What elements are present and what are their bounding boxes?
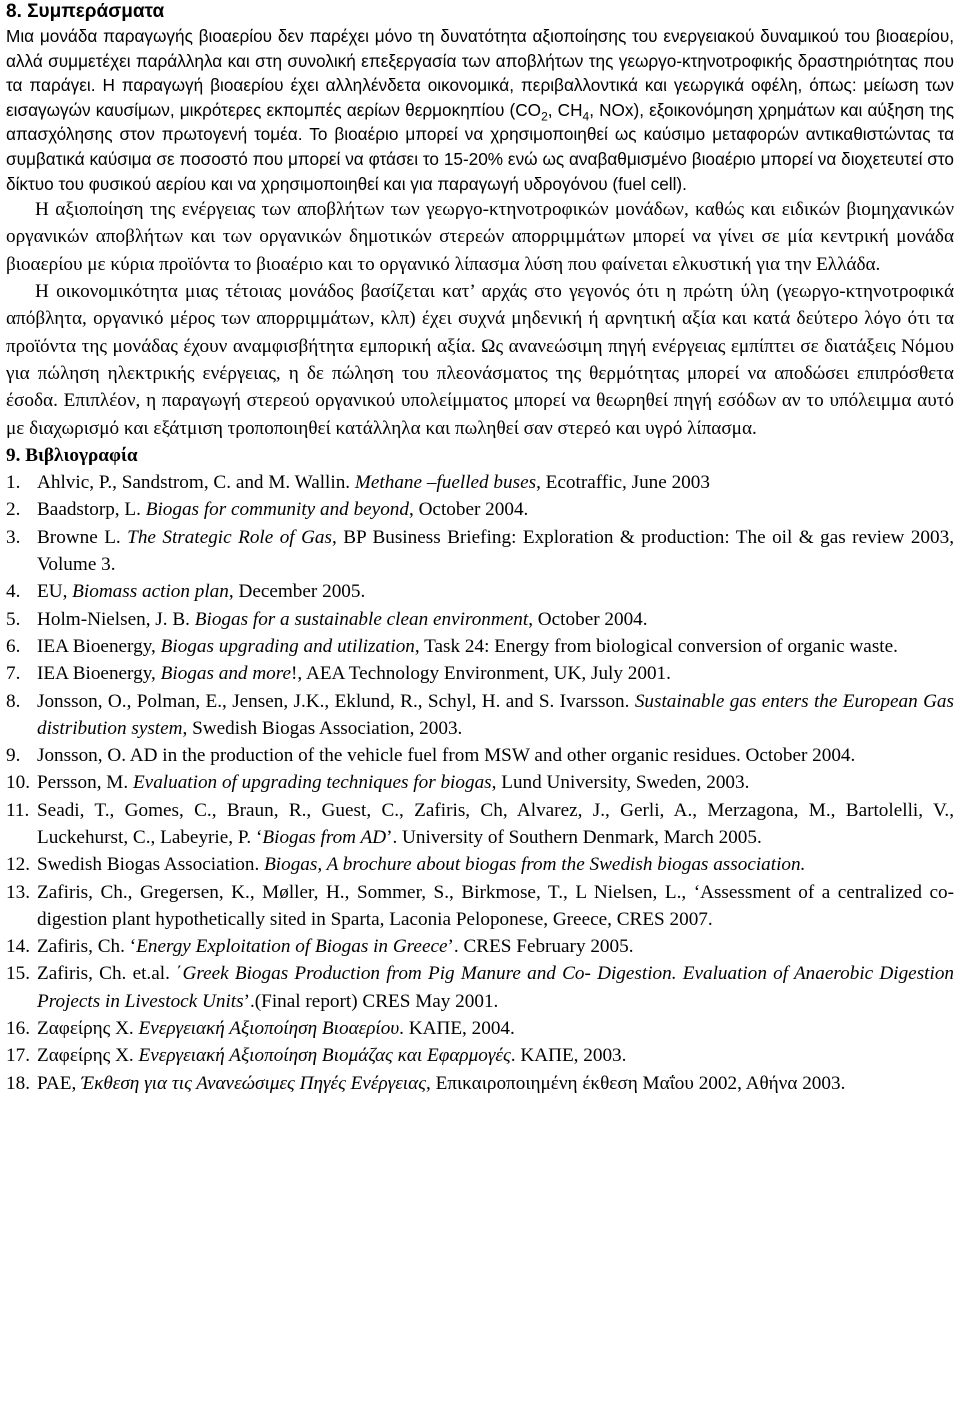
bibliography-heading: 9. Βιβλιογραφία xyxy=(6,444,138,466)
reference-text: Ζαφείρης Χ. xyxy=(37,1018,139,1040)
reference-text: EU, xyxy=(37,581,73,603)
reference-number: 12. xyxy=(6,854,30,876)
reference-text: !, AEA Technology Environment, UK, July 2001. xyxy=(291,663,671,685)
reference-text: Ζαφείρης Χ. xyxy=(37,1045,139,1067)
reference-number: 8. xyxy=(6,690,21,712)
reference-item xyxy=(6,879,954,934)
reference-title: Έκθεση για τις Ανανεώσιμες Πηγές Ενέργειας xyxy=(81,1072,426,1094)
reference-text: Zafiris, Ch. ‘ xyxy=(37,936,137,958)
paragraph-utilization: Η αξιοποίηση της ενέργειας των αποβλήτων των γεωργο-κτηνοτροφικών μονάδων, καθώς και ειδικών βιομηχανικών οργανικών αποβλήτων και των οργανικών δημοτικών στερεών απορριμμάτων μπορεί να γίνει σε μία κεντρική μονάδα βιοαερίου με κύρια προϊόντα το βιοαέριο και το οργανικό λίπασμα λύση που φαίνεται ελκυστική για την Ελλάδα. xyxy=(6,199,954,275)
paragraph-text: , CH xyxy=(547,99,583,120)
reference-item xyxy=(6,769,954,796)
reference-number: 13. xyxy=(6,881,30,903)
paragraph-text: , NOx), εξοικονόμηση χρημάτων και αύξηση της απασχόλησης στον πρωτογενή τομέα. Το βιοαέριο μπορεί να χρησιμοποιηθεί ως καύσιμο μεταφορών αντικαθιστώντας τα συμβατικά καύσιμα σε ποσοστό που μπορεί να φτάσει το 15-20% ενώ ως αναβαθμισμένο βιοαέριο μπορεί να διοχετευτεί στο δίκτυο του φυσικού αερίου και να χρησιμοποιηθεί και για παραγωγή υδρογόνου (fuel cell). xyxy=(6,99,955,194)
paragraph-text: Μια μονάδα παραγωγής βιοαερίου δεν παρέχει μόνο τη δυνατότητα αξιοποίησης του ενεργειακού δυναμικού του βιοαερίου, αλλά συμμετέχει παράλληλα και στη συνολική επεξεργασία των αποβλήτων της γεωργο-κτηνοτροφικής δραστηριότητας που τα παράγει. Η παραγωγή βιοαερίου έχει αλληλένδετα οικονομικά, περιβαλλοντικά και γεωργικά οφέλη, όπως: μείωση των εισαγωγών καυσίμων, μικρότερες εκπομπές αερίων θερμοκηπίου (CO xyxy=(6,26,954,120)
reference-item xyxy=(6,688,954,743)
reference-title: Greek Biogas Production from Pig Manure and Co- Digestion. Evaluation of Anaerobic Digestion Projects in Livestock Units xyxy=(37,963,955,1012)
reference-title: Biogas for a sustainable clean environment xyxy=(194,608,529,630)
reference-title: Biogas upgrading and utilization xyxy=(160,635,415,657)
reference-item xyxy=(6,742,954,769)
reference-number: 3. xyxy=(6,526,21,548)
reference-number: 2. xyxy=(6,499,21,521)
reference-title: Ενεργειακή Αξιοποίηση Βιομάζας και Εφαρμογές xyxy=(138,1045,511,1067)
reference-text: Jonsson, O., Polman, E., Jensen, J.K., Eklund, R., Schyl, H. and S. Ivarsson. xyxy=(37,690,635,712)
reference-title: Biomass action plan xyxy=(72,581,229,603)
reference-item xyxy=(6,469,954,496)
reference-number: 18. xyxy=(6,1072,30,1094)
reference-number: 17. xyxy=(6,1045,30,1067)
reference-title: Evaluation of upgrading techniques for biogas xyxy=(132,772,492,794)
reference-text: . ΚΑΠΕ, 2003. xyxy=(510,1045,627,1067)
reference-number: 4. xyxy=(6,581,21,603)
subscript: 4 xyxy=(582,109,590,124)
reference-number: 14. xyxy=(6,936,30,958)
reference-text: , December 2005. xyxy=(228,581,366,603)
reference-text: Holm-Nielsen, J. B. xyxy=(37,608,195,630)
reference-title: Energy Exploitation of Biogas in Greece xyxy=(136,936,448,958)
reference-text: Persson, M. xyxy=(37,772,133,794)
reference-number: 16. xyxy=(6,1018,30,1040)
reference-item xyxy=(6,578,954,605)
reference-item xyxy=(6,606,954,633)
reference-title: Methane –fuelled buses xyxy=(354,472,537,494)
reference-title: Biogas, A brochure about biogas from the Swedish biogas association. xyxy=(264,854,806,876)
reference-text: , October 2004. xyxy=(528,608,648,630)
reference-number: 6. xyxy=(6,635,21,657)
reference-number: 9. xyxy=(6,745,21,767)
reference-item xyxy=(6,933,954,960)
reference-text: Zafiris, Ch. et.al. ΄ xyxy=(37,963,183,985)
reference-text: , Lund University, Sweden, 2003. xyxy=(491,772,750,794)
reference-number: 7. xyxy=(6,663,21,685)
reference-title: Biogas and more xyxy=(160,663,292,685)
reference-text: IEA Bioenergy, xyxy=(37,635,161,657)
reference-item xyxy=(6,1015,954,1042)
reference-text: , October 2004. xyxy=(408,499,529,521)
subscript: 2 xyxy=(541,109,548,124)
reference-text: , Επικαιροποιημένη έκθεση Μαΐου 2002, Αθήνα 2003. xyxy=(426,1072,846,1094)
reference-number: 5. xyxy=(6,608,21,630)
reference-title: The Strategic Role of Gas xyxy=(127,526,332,548)
reference-title: Biogas from AD xyxy=(262,826,387,848)
reference-title: Sustainable gas enters the European Gas distribution system xyxy=(37,690,954,739)
reference-number: 1. xyxy=(6,472,21,494)
reference-title: Ενεργειακή Αξιοποίηση Βιοαερίου xyxy=(138,1018,400,1040)
bibliography-list xyxy=(6,469,954,1097)
reference-item xyxy=(6,851,954,878)
reference-item xyxy=(6,496,954,523)
reference-text: Zafiris, Ch., Gregersen, K., Møller, H., Sommer, S., Birkmose, T., L Nielsen, L., ‘Assessment of a centralized co-digestion plant hypothetically sited in Sparta, Laconia Peloponese, Greece, CRES 2007. xyxy=(37,881,954,930)
reference-text: Browne L. xyxy=(37,526,128,548)
reference-text: . ΚΑΠΕ, 2004. xyxy=(399,1018,515,1040)
reference-text: Jonsson, O. AD in the production of the vehicle fuel from MSW and other organic residues. October 2004. xyxy=(37,745,856,767)
reference-text: Seadi, T., Gomes, C., Braun, R., Guest, C., Zafiris, Ch, Alvarez, J., Gerli, A., Merzagona, M., Bartolelli, V., Luckehurst, C., Labeyrie, P. ‘ xyxy=(37,799,954,848)
reference-number: 10. xyxy=(6,772,30,794)
reference-text: Baadstorp, L. xyxy=(37,499,146,521)
reference-title: Biogas for community and beyond xyxy=(145,499,409,521)
reference-number: 11. xyxy=(6,799,30,821)
section-heading: 8. Συμπεράσματα xyxy=(6,1,165,22)
reference-number: 15. xyxy=(6,963,30,985)
paragraph-economics: Η οικονομικότητα μιας τέτοιας μονάδος βασίζεται κατ’ αρχάς στο γεγονός ότι η πρώτη ύλη (γεωργο-κτηνοτροφικά απόβλητα, οργανικό μέρος των απορριμμάτων, κλπ) έχει συχνά μηδενική ή αρνητική αξία και κατά δεύτερο λόγο ότι τα προϊόντα της μονάδας έχουν αναμφισβήτητα εμπορική αξία. Ως ανανεώσιμη πηγή ενέργειας εμπίπτει σε διατάξεις Νόμου για πώληση ηλεκτρικής ενέργειας, η δε πώληση του πλεονάσματος της θερμότητας μπορεί να αποδώσει επιπρόσθετα έσοδα. Επιπλέον, η παραγωγή στερεού οργανικού υπολείμματος μπορεί να θεωρηθεί πηγή εσόδων αν το υπόλειμμα αυτό με διαχωρισμό και εξάτμιση τροποποιηθεί κατάλληλα και πωληθεί σαν στερεό και υγρό λίπασμα. xyxy=(6,281,954,439)
reference-text: ’. CRES February 2005. xyxy=(447,936,634,958)
paragraph-intro xyxy=(6,24,954,196)
reference-item xyxy=(6,524,954,579)
reference-item xyxy=(6,1070,954,1097)
reference-text: Swedish Biogas Association. xyxy=(37,854,265,876)
reference-text: , Swedish Biogas Association, 2003. xyxy=(182,717,463,739)
reference-text: ’.(Final report) CRES May 2001. xyxy=(243,990,499,1012)
reference-text: , Ecotraffic, June 2003 xyxy=(536,472,710,494)
reference-text: ’. University of Southern Denmark, March 2005. xyxy=(386,826,762,848)
reference-item xyxy=(6,633,954,660)
reference-item xyxy=(6,660,954,687)
reference-item xyxy=(6,797,954,852)
reference-item xyxy=(6,960,954,1015)
reference-item xyxy=(6,1042,954,1069)
reference-text: IEA Bioenergy, xyxy=(37,663,161,685)
reference-text: , BP Business Briefing: Exploration & production: The oil & gas review 2003, Volume 3. xyxy=(37,526,954,576)
reference-text: ΡΑΕ, xyxy=(37,1072,82,1094)
reference-text: , Task 24: Energy from biological conversion of organic waste. xyxy=(414,635,898,657)
reference-text: Ahlvic, P., Sandstrom, C. and M. Wallin. xyxy=(37,472,355,494)
